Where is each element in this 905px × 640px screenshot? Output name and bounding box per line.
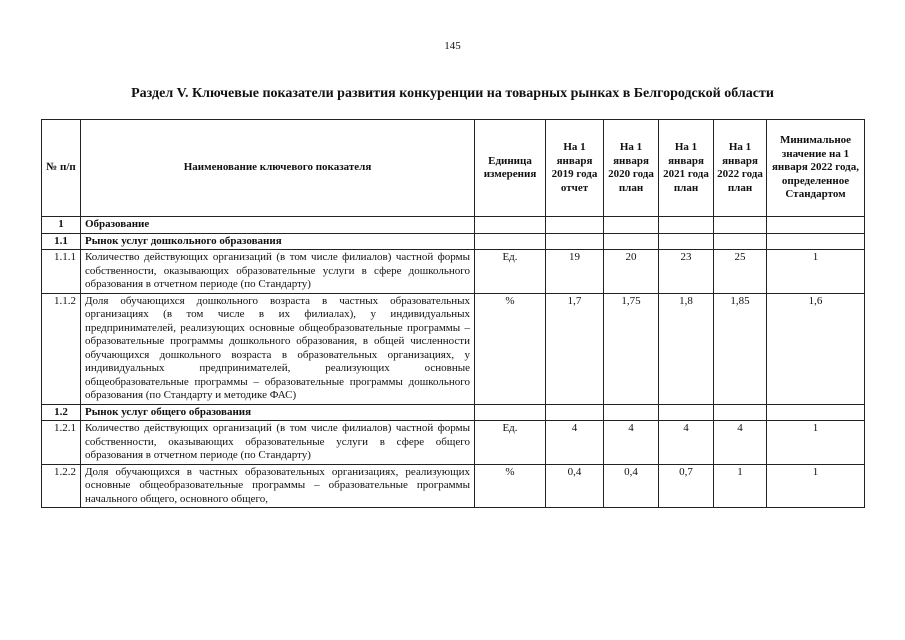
- row-value-2021: 4: [659, 421, 714, 465]
- row-name: Количество действующих организаций (в том числе филиалов) частной формы собственности, оказывающих образовательные услуги в сфере общего образования в отчетном периоде (по Стандарту): [81, 421, 475, 465]
- row-name: Количество действующих организаций (в том числе филиалов) частной формы собственности, оказывающих образовательные услуги в сфере дошкольного образования в отчетном периоде (по Стандарту): [81, 250, 475, 294]
- row-value-min: 1,6: [767, 293, 865, 404]
- row-value-2019: 4: [546, 421, 604, 465]
- kpi-table: [41, 119, 865, 508]
- row-num: 1.1: [42, 233, 81, 250]
- table-row-group: [42, 217, 865, 234]
- table-row: [42, 293, 865, 404]
- row-value-2020: 0,4: [604, 464, 659, 508]
- row-value-2022: 25: [714, 250, 767, 294]
- row-unit: Ед.: [475, 250, 546, 294]
- row-value-min: 1: [767, 421, 865, 465]
- table-row: [42, 464, 865, 508]
- page-number: 145: [444, 40, 461, 52]
- row-value-2022: 1,85: [714, 293, 767, 404]
- row-num: 1: [42, 217, 81, 234]
- row-num: 1.1.1: [42, 250, 81, 294]
- row-num: 1.2.1: [42, 421, 81, 465]
- row-value-min: 1: [767, 250, 865, 294]
- header-2020: На 1 января 2020 года план: [604, 120, 659, 217]
- row-value-2020: 1,75: [604, 293, 659, 404]
- row-value-2019: 1,7: [546, 293, 604, 404]
- table-row: [42, 421, 865, 465]
- row-unit: %: [475, 293, 546, 404]
- row-value-2020: 20: [604, 250, 659, 294]
- row-value-2021: 23: [659, 250, 714, 294]
- row-name: Доля обучающихся дошкольного возраста в частных образовательных организациях (в том числе в их филиалах), у индивидуальных предпринимателей, реализующих основные общеобразовательные программы – образовательные программы дошкольного образования, в общей численности обучающихся дошкольного возраста в образовательных организациях, у индивидуальных предпринимателей, реализующих основные общеобразовательные программы – образовательные программы дошкольного образования (по Стандарту и методике ФАС): [81, 293, 475, 404]
- row-value-2021: 0,7: [659, 464, 714, 508]
- row-num: 1.2.2: [42, 464, 81, 508]
- row-num: 1.1.2: [42, 293, 81, 404]
- row-name: Образование: [81, 217, 475, 234]
- row-value-2019: 0,4: [546, 464, 604, 508]
- section-title: Раздел V. Ключевые показатели развития конкуренции на товарных рынках в Белгородской области: [131, 86, 774, 101]
- header-unit: Единица измерения: [475, 120, 546, 217]
- row-name: Рынок услуг общего образования: [81, 404, 475, 421]
- row-value-2021: 1,8: [659, 293, 714, 404]
- header-min: Минимальное значение на 1 января 2022 года, определенное Стандартом: [767, 120, 865, 217]
- row-name: Доля обучающихся в частных образовательных организациях, реализующих основные общеобразовательные программы – образовательные программы начального общего, основного общего,: [81, 464, 475, 508]
- row-unit: Ед.: [475, 421, 546, 465]
- table-row-group: [42, 233, 865, 250]
- header-2022: На 1 января 2022 года план: [714, 120, 767, 217]
- row-unit: %: [475, 464, 546, 508]
- row-value-2022: 4: [714, 421, 767, 465]
- row-value-2020: 4: [604, 421, 659, 465]
- row-value-2022: 1: [714, 464, 767, 508]
- table-row: [42, 250, 865, 294]
- row-name: Рынок услуг дошкольного образования: [81, 233, 475, 250]
- header-2021: На 1 января 2021 года план: [659, 120, 714, 217]
- header-2019: На 1 января 2019 года отчет: [546, 120, 604, 217]
- row-num: 1.2: [42, 404, 81, 421]
- row-value-2019: 19: [546, 250, 604, 294]
- row-value-min: 1: [767, 464, 865, 508]
- header-num: № п/п: [42, 120, 81, 217]
- table-header-row: [42, 120, 865, 217]
- table-row-group: [42, 404, 865, 421]
- header-name: Наименование ключевого показателя: [81, 120, 475, 217]
